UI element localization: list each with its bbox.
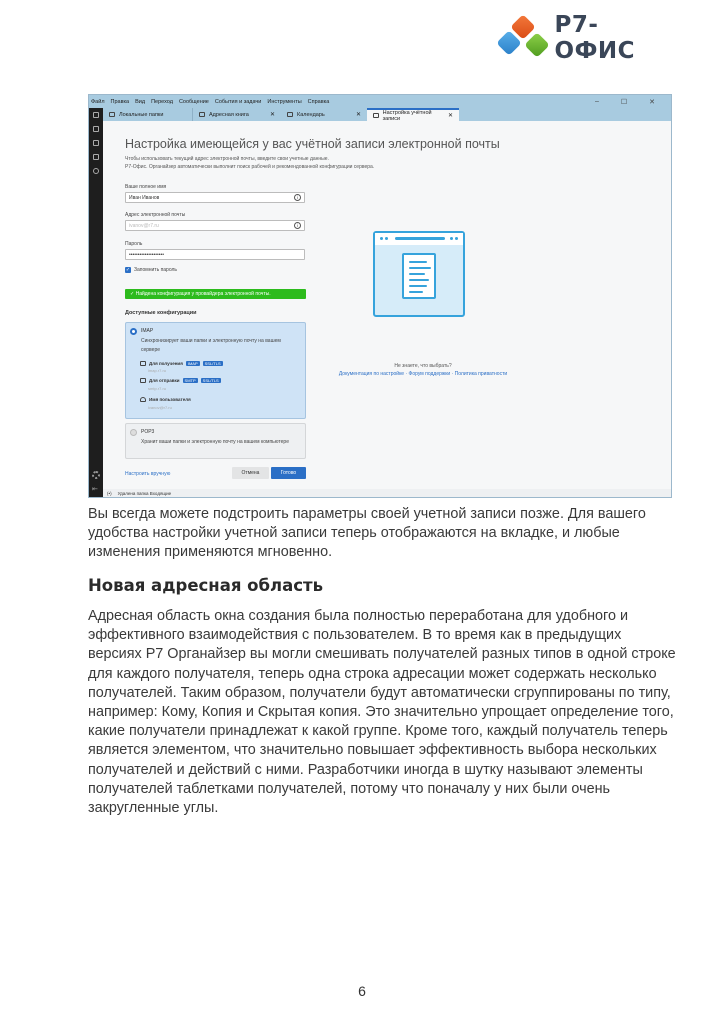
- collapse-sidebar-icon[interactable]: ⇤: [92, 486, 98, 493]
- email-label: Адрес электронной почты: [125, 212, 186, 218]
- tab-bar: [89, 108, 671, 121]
- done-button[interactable]: Готово: [271, 467, 306, 479]
- outbox-icon: [140, 378, 146, 383]
- menu-view[interactable]: Вид: [135, 98, 146, 105]
- radio-unselected-icon[interactable]: [130, 429, 137, 436]
- full-name-input[interactable]: [125, 192, 305, 203]
- incoming-server: imap.r7.ru: [148, 368, 167, 373]
- subtitle-2: Р7-Офис. Органайзер автоматически выполнит поиск рабочей и рекомендованной конфигурации сервера.: [125, 164, 375, 170]
- settings-gear-icon[interactable]: [92, 471, 100, 479]
- password-label: Пароль: [125, 241, 143, 247]
- tab-label: Настройка учётной записи: [382, 109, 432, 122]
- imap-title: IMAP: [141, 328, 154, 334]
- menu-bar: [89, 95, 671, 108]
- menu-help[interactable]: Справка: [307, 98, 330, 105]
- window-title-line: [395, 237, 445, 240]
- calendar-icon: [287, 112, 293, 117]
- username-row: [140, 397, 191, 402]
- email-value: ivanov@r7.ru: [129, 222, 159, 229]
- window-controls: [595, 98, 671, 106]
- password-input[interactable]: [125, 249, 305, 260]
- page-title: Настройка имеющейся у вас учётной записи электронной почты: [125, 137, 500, 151]
- logo-text: Р7-ОФИС: [554, 12, 636, 64]
- mail-space-icon[interactable]: [93, 112, 99, 118]
- outgoing-server: smtp.r7.ru: [148, 386, 167, 391]
- user-icon: [140, 397, 146, 402]
- radio-selected-icon[interactable]: [130, 328, 137, 335]
- info-icon[interactable]: i: [294, 194, 301, 201]
- help-links[interactable]: Документация по настройке · Форум поддержки · Политика приватности: [338, 371, 508, 377]
- paragraph-address-area: Адресная область окна создания была полностью переработана для удобного и эффективного взаимодействия с пользователем. В то время как в предыдущих версиях Р7 Органайзер вы могли смешивать получателей разных типов в одной строке для каждого получателя, теперь одна строка адресации может содержать несколько получателей. Таким образом, получатели будут автоматически сгруппированы по типу, например: Кому, Копия и Скрытая копия. Это значительно упрощает определение того, какие получатели принадлежат к какой группе. Кроме того, каждый получатель теперь является элементом, что значительно повышает эффективность выбора нескольких получателей и действий с ними. Разработчики иногда в шутку называют элементы получателей таблетками получателей, потому что поначалу у них были очень закругленные углы.: [88, 608, 676, 817]
- window-dot: [455, 237, 458, 240]
- app-screenshot: [88, 94, 672, 498]
- subtitle-1: Чтобы использовать текущий адрес электронной почты, введите свои учетные данные.: [125, 156, 329, 162]
- tab-label: Локальные папки: [119, 111, 164, 118]
- mail-icon: [373, 113, 379, 118]
- minimize-button[interactable]: –: [594, 97, 599, 105]
- cancel-button[interactable]: Отмена: [232, 467, 269, 479]
- maximize-button[interactable]: ☐: [620, 98, 628, 106]
- menu-go[interactable]: Переход: [151, 98, 173, 105]
- full-name-label: Ваше полное имя: [125, 184, 167, 190]
- help-question: Не знаете, что выбрать?: [394, 363, 452, 369]
- section-heading: Новая адресная область: [88, 576, 324, 595]
- menu-message[interactable]: Сообщение: [178, 98, 209, 105]
- outgoing-label: Для отправки: [149, 378, 180, 383]
- spaces-sidebar: [89, 108, 103, 497]
- tab-local-folders[interactable]: [103, 108, 193, 121]
- address-book-icon: [199, 112, 205, 117]
- outgoing-server-row: [140, 378, 221, 383]
- close-tab-icon[interactable]: ✕: [447, 113, 453, 119]
- chat-space-icon[interactable]: [93, 168, 99, 174]
- manual-config-link[interactable]: Настроить вручную: [125, 471, 171, 477]
- tab-calendar[interactable]: [281, 108, 367, 121]
- status-text: Удалена папка Входящие: [117, 490, 172, 496]
- remember-password-checkbox[interactable]: [125, 267, 177, 273]
- menu-events[interactable]: События и задачи: [214, 98, 262, 105]
- menu-tools[interactable]: Инструменты: [267, 98, 302, 105]
- config-found-banner: ✓ Найдена конфигурация у провайдера электронной почты.: [125, 289, 306, 299]
- security-badge: SSL/TLS: [204, 361, 221, 366]
- tab-label: Календарь: [297, 111, 325, 118]
- configs-heading: Доступные конфигурации: [125, 310, 197, 316]
- window-dot: [385, 237, 388, 240]
- r7-office-logo: [492, 14, 672, 62]
- inbox-icon: [140, 361, 146, 366]
- username-label: Имя пользователя: [149, 397, 191, 402]
- menu-file[interactable]: Файл: [91, 98, 105, 105]
- tab-address-book[interactable]: [193, 108, 281, 121]
- full-name-value: Иван Иванов: [129, 194, 160, 201]
- checkbox-checked-icon: ✓: [125, 267, 131, 273]
- close-tab-icon[interactable]: ✕: [269, 112, 275, 118]
- status-bar: [103, 489, 671, 497]
- logo-mark-icon: [492, 14, 551, 62]
- protocol-badge: SMTP: [184, 378, 196, 383]
- pop3-option[interactable]: [125, 423, 306, 459]
- close-window-button[interactable]: ✕: [649, 98, 655, 106]
- security-badge: SSL/TLS: [202, 378, 219, 383]
- page-number: 6: [358, 983, 366, 999]
- imap-description: Синхронизирует ваши папки и электронную почту на вашем сервере: [141, 338, 281, 353]
- paragraph-account-settings: Вы всегда можете подстроить параметры своей учетной записи позже. Для вашего удобства настройки учетной записи теперь отображаются на вкладке, и любые изменения применяются мгновенно.: [88, 506, 646, 561]
- connection-status-icon: (•): [107, 490, 112, 496]
- document-icon: [402, 253, 436, 299]
- password-value: ••••••••••••••••••••: [129, 251, 165, 258]
- folder-icon: [109, 112, 115, 117]
- remember-password-label: Запомнить пароль: [134, 267, 178, 273]
- imap-option[interactable]: [125, 322, 306, 419]
- tab-account-setup[interactable]: [367, 108, 459, 121]
- window-dot: [380, 237, 383, 240]
- illustration-window-bar: [375, 233, 463, 245]
- logo-diamond-green: [524, 32, 549, 57]
- calendar-space-icon[interactable]: [93, 140, 99, 146]
- tasks-space-icon[interactable]: [93, 154, 99, 160]
- protocol-badge: IMAP: [187, 361, 198, 366]
- menu-edit[interactable]: Правка: [110, 98, 130, 105]
- tab-label: Адресная книга: [209, 111, 249, 118]
- username-value: ivanov@r7.ru: [148, 405, 172, 410]
- address-book-space-icon[interactable]: [93, 126, 99, 132]
- window-dot: [450, 237, 453, 240]
- close-tab-icon[interactable]: ✕: [355, 112, 361, 118]
- pop3-description: Хранит ваши папки и электронную почту на вашем компьютере: [141, 439, 289, 445]
- pop3-title: POP3: [141, 429, 155, 435]
- document-illustration: [373, 231, 465, 317]
- info-icon[interactable]: i: [294, 222, 301, 229]
- incoming-server-row: [140, 361, 223, 366]
- account-setup-panel: [103, 121, 671, 489]
- email-input[interactable]: [125, 220, 305, 231]
- incoming-label: Для получения: [149, 361, 183, 366]
